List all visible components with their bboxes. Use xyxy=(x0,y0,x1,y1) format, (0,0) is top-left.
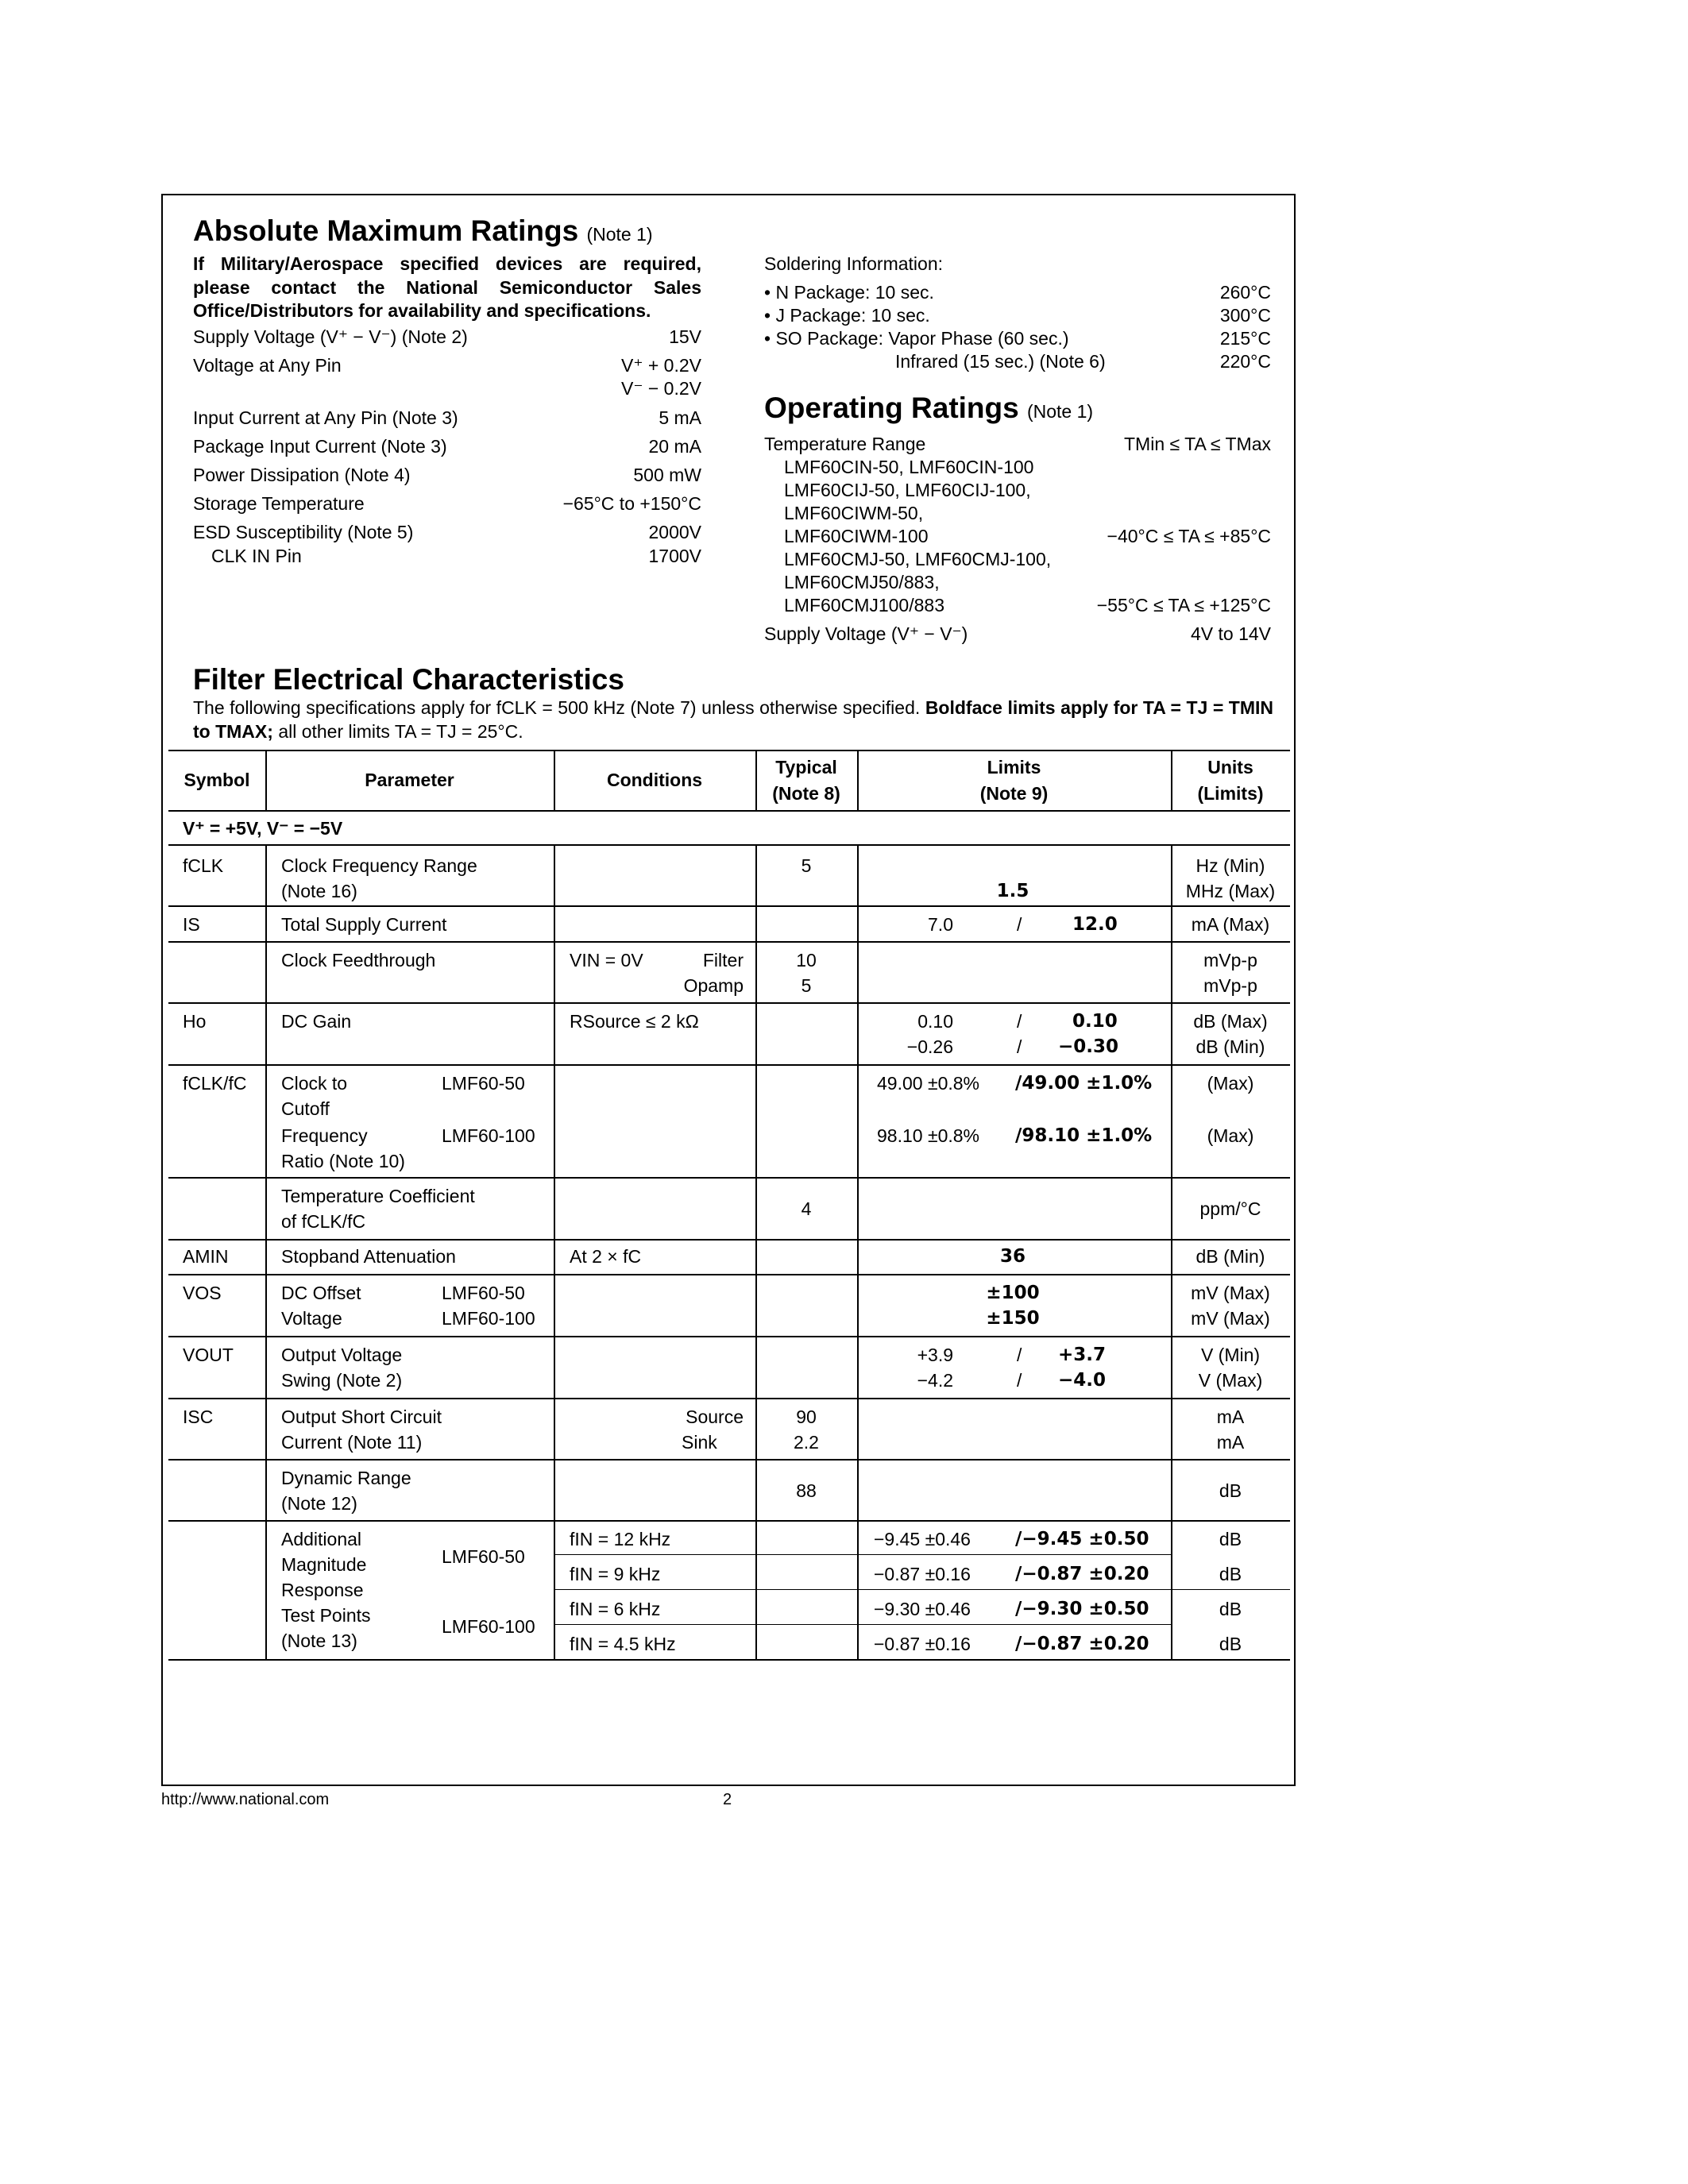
limit-value: 0.10 xyxy=(1072,1011,1118,1032)
limit-value: 98.10 ±1.0% xyxy=(1022,1125,1153,1146)
soldering-label: • SO Package: Vapor Phase (60 sec.) xyxy=(764,328,1069,349)
unit-value: mA (Max) xyxy=(1191,914,1270,935)
soldering-value: 215°C xyxy=(1219,328,1271,349)
symbol-is: IS xyxy=(183,914,200,935)
condition: fIN = 6 kHz xyxy=(570,1599,661,1619)
table-rule xyxy=(168,941,1290,943)
param-dc-gain: DC Gain xyxy=(281,1011,352,1032)
unit-value: MHz (Max) xyxy=(1185,881,1276,901)
typical-value: 88 xyxy=(796,1480,817,1501)
unit-value: mVp-p xyxy=(1203,950,1257,970)
page-number: 2 xyxy=(723,1791,732,1808)
soldering-value: 260°C xyxy=(1219,282,1271,303)
military-range: −55°C ≤ TA ≤ +125°C xyxy=(1096,595,1271,615)
abs-row-label: Input Current at Any Pin (Note 3) xyxy=(193,407,458,428)
param-tempco: of fCLK/fC xyxy=(281,1211,366,1232)
device-variant: LMF60-50 xyxy=(442,1283,525,1303)
limit-separator: / xyxy=(1017,1036,1022,1057)
limit-value: 36 xyxy=(999,1246,1026,1267)
soldering-label: • N Package: 10 sec. xyxy=(764,282,934,303)
abs-row-label: CLK IN Pin xyxy=(211,546,302,566)
soldering-label: Infrared (15 sec.) (Note 6) xyxy=(895,351,1106,372)
device-variant: LMF60-50 xyxy=(442,1546,525,1567)
table-rule xyxy=(168,1336,1290,1337)
unit-value: dB xyxy=(1219,1634,1242,1654)
table-rule xyxy=(168,1659,1290,1661)
limit-value: −0.26 xyxy=(906,1036,953,1057)
temp-range-value: TMin ≤ TA ≤ TMax xyxy=(1124,434,1271,454)
table-rule xyxy=(168,844,1290,846)
condition: fIN = 9 kHz xyxy=(570,1564,661,1584)
param-dynamic-range: Dynamic Range xyxy=(281,1468,411,1488)
limit-value: −4.0 xyxy=(1058,1370,1107,1391)
limit-value: 49.00 ±1.0% xyxy=(1022,1073,1153,1094)
part-number: LMF60CIWM-50, xyxy=(784,503,924,523)
abs-row-value: V⁺ + 0.2V xyxy=(620,355,701,376)
param-is: Total Supply Current xyxy=(281,914,447,935)
header-symbol: Symbol xyxy=(183,770,250,790)
military-note: If Military/Aerospace specified devices are required, please contact the National Semiconductor Sales Office/Distributors for availability and specifications. xyxy=(193,253,701,321)
limit-value: −4.2 xyxy=(917,1370,953,1391)
table-rule xyxy=(168,1064,1290,1066)
filter-intro xyxy=(193,696,1273,743)
param-fclk-note: (Note 16) xyxy=(281,881,357,901)
table-rule xyxy=(168,1398,1290,1399)
table-rule xyxy=(168,1274,1290,1275)
symbol-ho: Ho xyxy=(183,1011,207,1032)
abs-row-value: 500 mW xyxy=(633,465,701,485)
abs-row-label: Storage Temperature xyxy=(193,493,365,514)
limit-value: −9.45 ±0.46 xyxy=(874,1529,971,1549)
limit-value: 7.0 xyxy=(928,914,953,935)
unit-value: dB (Min) xyxy=(1196,1246,1265,1267)
operating-heading xyxy=(764,392,1093,425)
abs-row-label: Supply Voltage (V⁺ − V⁻) (Note 2) xyxy=(193,326,468,347)
header-parameter: Parameter xyxy=(365,770,454,790)
table-rule xyxy=(554,1624,1171,1625)
limit-value: −9.45 ±0.50 xyxy=(1022,1529,1149,1549)
header-units: Units xyxy=(1207,757,1253,778)
abs-row-value: 1700V xyxy=(648,546,701,566)
unit-value: mV (Max) xyxy=(1191,1308,1270,1329)
device-variant: LMF60-100 xyxy=(442,1308,535,1329)
limit-value: −0.87 ±0.16 xyxy=(874,1564,971,1584)
table-rule xyxy=(168,1177,1290,1179)
param-dynamic-range: (Note 12) xyxy=(281,1493,357,1514)
param-swing: Output Voltage xyxy=(281,1345,403,1365)
abs-row-label: Package Input Current (Note 3) xyxy=(193,436,447,457)
operating-title: Operating Ratings xyxy=(764,392,1019,424)
filter-title: Filter Electrical Characteristics xyxy=(193,663,624,696)
typical-value: 10 xyxy=(796,950,817,970)
table-col-rule xyxy=(554,844,555,1659)
unit-value: Hz (Min) xyxy=(1196,855,1265,876)
unit-value: dB xyxy=(1219,1529,1242,1549)
limit-value: −0.87 ±0.20 xyxy=(1022,1564,1149,1584)
unit-value: V (Min) xyxy=(1200,1345,1261,1365)
header-typical-note: (Note 8) xyxy=(772,783,840,804)
abs-row-value: 15V xyxy=(669,326,701,347)
limit-value: −9.30 ±0.46 xyxy=(874,1599,971,1619)
condition: At 2 × fC xyxy=(570,1246,642,1267)
table-rule xyxy=(168,1520,1290,1522)
device-variant: LMF60-100 xyxy=(442,1125,535,1146)
part-number: LMF60CMJ50/883, xyxy=(784,572,940,592)
abs-row-value: 2000V xyxy=(648,522,701,542)
abs-row-label: Power Dissipation (Note 4) xyxy=(193,465,411,485)
limit-value: 0.10 xyxy=(917,1011,953,1032)
table-rule xyxy=(554,1589,1290,1590)
limit-value: ±150 xyxy=(986,1308,1040,1329)
limit-separator: / xyxy=(1017,1345,1022,1365)
param-offset: DC Offset xyxy=(281,1283,361,1303)
part-number: LMF60CIJ-50, LMF60CIJ-100, xyxy=(784,480,1031,500)
abs-row-label: Voltage at Any Pin xyxy=(193,355,342,376)
soldering-value: 220°C xyxy=(1219,351,1271,372)
limit-value: +3.9 xyxy=(917,1345,953,1365)
param-fclk: Clock Frequency Range xyxy=(281,855,477,876)
device-variant: LMF60-50 xyxy=(442,1073,525,1094)
param-feedthrough: Clock Feedthrough xyxy=(281,950,436,970)
condition: RSource ≤ 2 kΩ xyxy=(570,1011,699,1032)
symbol-fclk: fCLK xyxy=(183,855,224,876)
param-short-circuit: Current (Note 11) xyxy=(281,1432,423,1453)
condition: VIN = 0V xyxy=(570,950,643,970)
temp-range-label: Temperature Range xyxy=(764,434,926,454)
abs-row-value: 20 mA xyxy=(648,436,701,457)
abs-row-label: ESD Susceptibility (Note 5) xyxy=(193,522,414,542)
header-limits: Limits xyxy=(987,757,1041,778)
symbol-vout: VOUT xyxy=(183,1345,234,1365)
param-magnitude: Additional xyxy=(281,1529,362,1549)
limit-value: −0.30 xyxy=(1058,1036,1119,1057)
limit-value: −0.87 ±0.20 xyxy=(1022,1634,1149,1654)
condition: fIN = 12 kHz xyxy=(570,1529,671,1549)
part-number: LMF60CMJ100/883 xyxy=(784,595,944,615)
filter-intro-text-2: all other limits TA = TJ = 25°C. xyxy=(278,720,523,742)
soldering-title: Soldering Information: xyxy=(764,253,944,274)
limit-value: 49.00 ±0.8% xyxy=(877,1073,979,1094)
limit-value: /49.00 ±1.0% xyxy=(1015,1073,1153,1094)
industrial-range: −40°C ≤ TA ≤ +85°C xyxy=(1107,526,1271,546)
abs-row-value: −65°C to +150°C xyxy=(562,493,701,514)
symbol-vos: VOS xyxy=(183,1283,222,1303)
header-limits-note: (Note 9) xyxy=(979,783,1049,804)
supply-label: Supply Voltage (V⁺ − V⁻) xyxy=(764,623,968,644)
unit-value: mVp-p xyxy=(1203,975,1257,996)
unit-value: mA xyxy=(1216,1432,1245,1453)
condition: fIN = 4.5 kHz xyxy=(570,1634,676,1654)
unit-value: (Max) xyxy=(1207,1073,1254,1094)
limit-value: /−0.87 ±0.20 xyxy=(1015,1634,1149,1654)
limit-separator: / xyxy=(1017,914,1022,935)
limit-separator: / xyxy=(1017,1370,1022,1391)
limit-value: /−0.87 ±0.20 xyxy=(1015,1564,1149,1584)
limit-value: ±100 xyxy=(986,1283,1040,1303)
supply-value: 4V to 14V xyxy=(1190,623,1271,644)
table-col-rule xyxy=(265,844,267,1659)
limit-value: 12.0 xyxy=(1072,914,1118,935)
unit-value: dB xyxy=(1219,1599,1242,1619)
param-magnitude: Test Points xyxy=(281,1605,371,1626)
limit-value: +3.7 xyxy=(1058,1345,1107,1365)
abs-row-value: V⁻ − 0.2V xyxy=(620,378,701,399)
unit-value: dB (Min) xyxy=(1196,1036,1265,1057)
param-magnitude: Response xyxy=(281,1580,364,1600)
limit-value: −0.87 ±0.16 xyxy=(874,1634,971,1654)
condition: Opamp xyxy=(683,975,744,996)
param-ratio: Cutoff xyxy=(281,1098,330,1119)
unit-value: ppm/°C xyxy=(1199,1198,1261,1219)
param-ratio: Clock to xyxy=(281,1073,348,1094)
unit-value: (Max) xyxy=(1207,1125,1254,1146)
unit-value: dB xyxy=(1219,1480,1242,1501)
abs-max-note: (Note 1) xyxy=(586,224,653,245)
header-conditions: Conditions xyxy=(606,770,703,790)
table-rule xyxy=(168,1002,1290,1004)
part-number: LMF60CIN-50, LMF60CIN-100 xyxy=(784,457,1034,477)
table-rule xyxy=(168,810,1290,812)
part-number: LMF60CMJ-50, LMF60CMJ-100, xyxy=(784,549,1052,569)
param-short-circuit: Output Short Circuit xyxy=(281,1406,442,1427)
footer-url[interactable]: http://www.national.com xyxy=(161,1791,330,1808)
unit-value: V (Max) xyxy=(1198,1370,1263,1391)
header-typical: Typical xyxy=(775,757,837,778)
limit-value: 1.5 xyxy=(996,881,1029,901)
device-variant: LMF60-100 xyxy=(442,1616,535,1637)
typical-value: 90 xyxy=(796,1406,817,1427)
limit-value: 98.10 ±0.8% xyxy=(877,1125,979,1146)
table-rule xyxy=(554,1554,1171,1555)
table-rule xyxy=(168,905,1290,907)
header-units-note: (Limits) xyxy=(1197,783,1264,804)
table-col-rule xyxy=(857,844,859,1659)
symbol-ratio: fCLK/fC xyxy=(183,1073,247,1094)
unit-value: dB (Max) xyxy=(1193,1011,1268,1032)
typical-value: 4 xyxy=(801,1198,812,1219)
param-stopband: Stopband Attenuation xyxy=(281,1246,456,1267)
symbol-amin: AMIN xyxy=(183,1246,229,1267)
param-magnitude: Magnitude xyxy=(281,1554,367,1575)
condition: Sink xyxy=(682,1432,717,1453)
filter-intro-text: The following specifications apply for fCLK = 500 kHz (Note 7) unless otherwise specified. xyxy=(193,697,921,718)
param-ratio: Ratio (Note 10) xyxy=(281,1151,405,1171)
param-tempco: Temperature Coefficient xyxy=(281,1186,475,1206)
param-swing: Swing (Note 2) xyxy=(281,1370,403,1391)
filter-intro-bold: Boldface limits apply for TA = TJ = TMIN to TMAX; xyxy=(193,697,1274,742)
limit-value: /98.10 ±1.0% xyxy=(1015,1125,1153,1146)
param-ratio: Frequency xyxy=(281,1125,368,1146)
param-offset: Voltage xyxy=(281,1308,342,1329)
param-magnitude: (Note 13) xyxy=(281,1630,357,1651)
unit-value: dB xyxy=(1219,1564,1242,1584)
abs-max-heading xyxy=(193,214,653,248)
table-rule xyxy=(168,750,1290,751)
limit-separator: / xyxy=(1017,1011,1022,1032)
condition: Filter xyxy=(702,950,744,970)
table-rule xyxy=(168,1459,1290,1461)
typical-value: 5 xyxy=(801,975,812,996)
part-number: LMF60CIWM-100 xyxy=(784,526,929,546)
typical-value: 5 xyxy=(801,855,812,876)
supply-condition: V⁺ = +5V, V⁻ = −5V xyxy=(183,818,343,839)
abs-row-value: 5 mA xyxy=(659,407,701,428)
limit-value: /−9.30 ±0.50 xyxy=(1015,1599,1149,1619)
table-rule xyxy=(168,1239,1290,1241)
soldering-label: • J Package: 10 sec. xyxy=(764,305,930,326)
unit-value: mA xyxy=(1216,1406,1245,1427)
typical-value: 2.2 xyxy=(794,1432,819,1453)
abs-max-title: Absolute Maximum Ratings xyxy=(193,214,579,247)
limit-value: −9.30 ±0.50 xyxy=(1022,1599,1149,1619)
unit-value: mV (Max) xyxy=(1191,1283,1270,1303)
operating-note: (Note 1) xyxy=(1026,401,1094,422)
condition: Source xyxy=(686,1406,744,1427)
symbol-isc: ISC xyxy=(183,1406,214,1427)
soldering-value: 300°C xyxy=(1219,305,1271,326)
limit-value: /−9.45 ±0.50 xyxy=(1015,1529,1149,1549)
